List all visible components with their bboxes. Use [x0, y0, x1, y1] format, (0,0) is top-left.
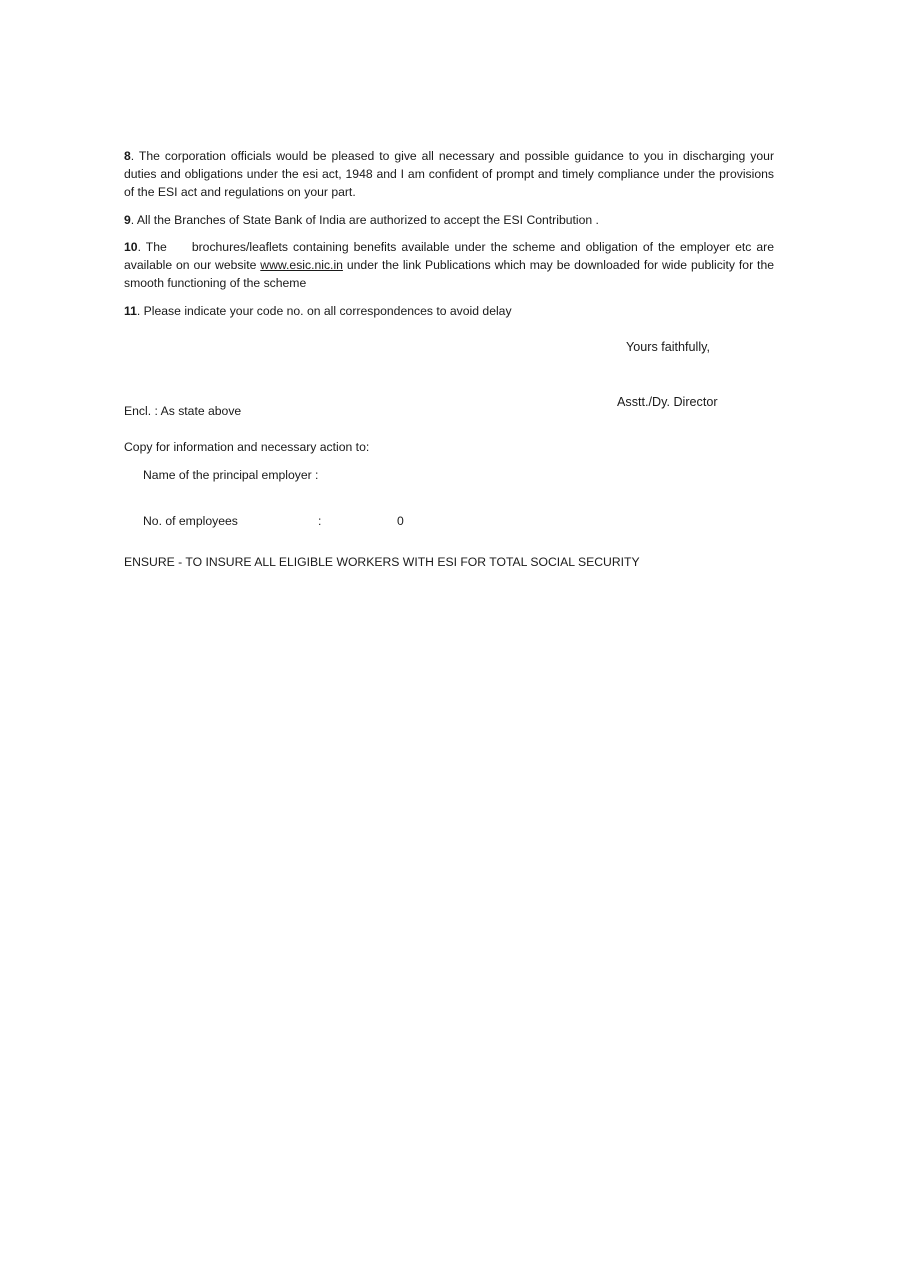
paragraph-10 — [124, 238, 774, 293]
paragraph-11 — [124, 302, 774, 320]
ensure-slogan: ENSURE - TO INSURE ALL ELIGIBLE WORKERS WITH ESI FOR TOTAL SOCIAL SECURITY — [124, 555, 640, 569]
paragraph-text-after-link: under the link Publications which may be downloaded for wide publicity for the smooth functioning of the scheme — [124, 258, 774, 291]
copy-to-heading: Copy for information and necessary action to: — [124, 440, 370, 454]
paragraph-text: . The corporation officials would be pleased to give all necessary and possible guidance to you in discharging your duties and obligations under the esi act, 1948 and I am confident of prompt and timely compliance under the provisions of the ESI act and regulations on your part. — [124, 149, 774, 200]
paragraph-number: 8 — [124, 149, 131, 163]
employees-count-colon: : — [318, 514, 322, 528]
employees-count-label: No. of employees — [143, 514, 238, 528]
paragraph-number: 9 — [124, 213, 131, 227]
principal-employer-label: Name of the principal employer : — [143, 468, 319, 482]
enclosure-note: Encl. : As state above — [124, 404, 242, 418]
paragraph-8 — [124, 147, 774, 202]
signatory-designation: Asstt./Dy. Director — [617, 395, 718, 409]
paragraph-text: . Please indicate your code no. on all correspondences to avoid delay — [136, 304, 512, 318]
esic-website-link[interactable]: www.esic.nic.in — [260, 258, 343, 273]
employees-count-value: 0 — [397, 514, 404, 528]
paragraph-number: 11 — [124, 304, 137, 318]
paragraph-text: . All the Branches of State Bank of India are authorized to accept the ESI Contribution . — [130, 213, 599, 227]
yours-faithfully: Yours faithfully, — [626, 340, 711, 354]
paragraph-9 — [124, 211, 774, 229]
paragraph-text-before-link: . The brochures/leaflets containing benefits available under the scheme and obligation of the employer etc are available on our website — [124, 240, 774, 273]
paragraph-number: 10 — [124, 240, 138, 254]
